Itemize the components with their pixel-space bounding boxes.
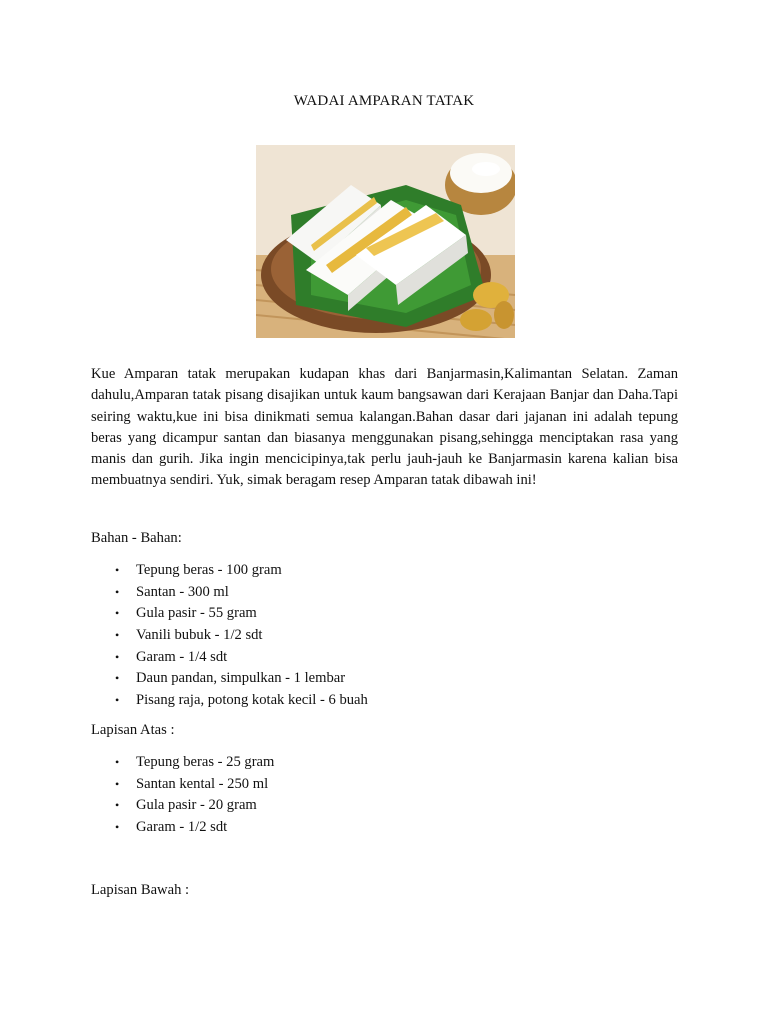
bullet-icon: • (115, 563, 120, 577)
list-item (91, 668, 368, 690)
list-item (91, 690, 368, 712)
document-title: WADAI AMPARAN TATAK (293, 93, 475, 109)
ingredients-list (91, 560, 368, 712)
bullet-icon: • (115, 584, 120, 599)
list-item-text: Santan kental - 250 ml (136, 775, 269, 792)
list-item-text: Gula pasir - 55 gram (136, 605, 257, 622)
amparan-tatak-photo (256, 145, 515, 338)
ingredients-heading: Bahan - Bahan: (91, 530, 182, 546)
bullet-icon: • (115, 671, 120, 686)
bullet-icon: • (115, 776, 120, 791)
list-item (91, 817, 274, 839)
list-item (91, 560, 368, 582)
list-item (91, 582, 368, 604)
list-item-text: Tepung beras - 100 gram (136, 562, 282, 578)
bullet-icon: • (115, 820, 120, 835)
intro-paragraph: Kue Amparan tatak merupakan kudapan khas dari Banjarmasin,Kalimantan Selatan. Zaman dahulu,Amparan tatak pisang disajikan untuk kaum bangsawan dari Kerajaan Banjar dan Daha.Tapi seiring waktu,kue ini bisa dinikmati semua kalangan.Bahan dasar dari jajanan ini adalah tepung beras yang dicampur santan dan biasanya menggunakan pisang,sehingga menciptakan rasa yang manis dan gurih. Jika ingin mencicipinya,tak perlu jauh-jauh ke Banjarmasin karena kalian bisa membuatnya sendiri. Yuk, simak beragam resep Amparan tatak dibawah ini! (91, 366, 678, 489)
bottom-layer-heading: Lapisan Bawah : (91, 882, 190, 898)
list-item-text: Garam - 1/4 sdt (136, 648, 228, 665)
list-item (91, 603, 368, 625)
list-item (91, 795, 274, 817)
list-item (91, 647, 368, 669)
bullet-icon: • (115, 649, 120, 664)
list-item (91, 774, 274, 796)
list-item-text: Pisang raja, potong kotak kecil - 6 buah (136, 692, 368, 709)
bullet-icon: • (115, 755, 120, 769)
bullet-icon: • (115, 628, 120, 643)
list-item-text: Gula pasir - 20 gram (136, 797, 257, 814)
list-item-text: Tepung beras - 25 gram (136, 754, 275, 770)
top-layer-heading: Lapisan Atas : (91, 722, 175, 738)
bullet-icon: • (115, 693, 120, 708)
list-item (91, 625, 368, 647)
top-layer-list (91, 752, 274, 839)
bullet-icon: • (115, 798, 120, 813)
list-item-text: Garam - 1/2 sdt (136, 819, 228, 836)
bullet-icon: • (115, 606, 120, 621)
list-item-text: Daun pandan, simpulkan - 1 lembar (136, 670, 346, 687)
list-item-text: Santan - 300 ml (136, 583, 229, 600)
list-item-text: Vanili bubuk - 1/2 sdt (136, 627, 263, 644)
list-item (91, 752, 274, 774)
